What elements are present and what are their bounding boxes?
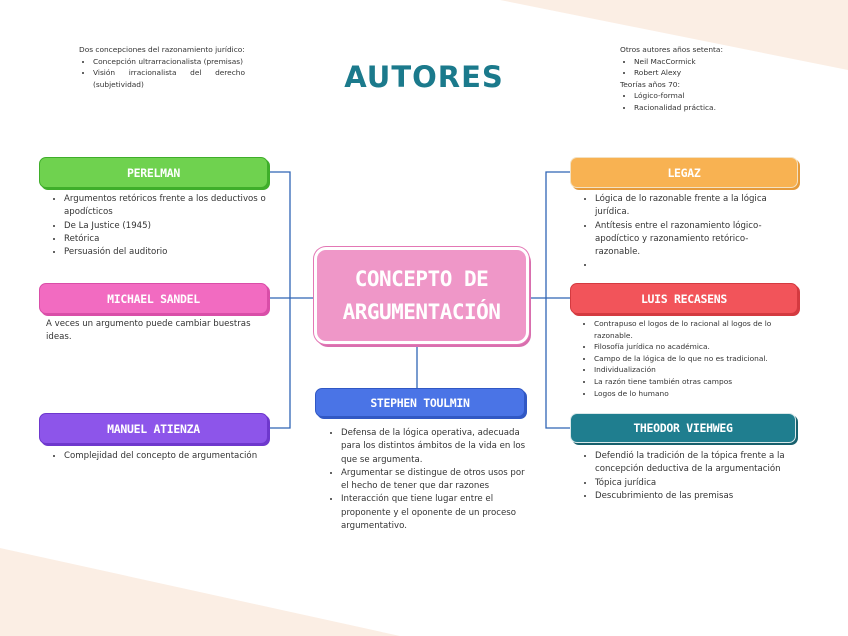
note-right-item: • Lógico-formal — [634, 90, 780, 102]
author-name: PERELMAN — [127, 165, 180, 180]
author-box-toulmin — [315, 388, 525, 417]
list-item: • Complejidad del concepto de argumentación — [64, 450, 276, 463]
list-item: • De La Justice (1945) — [64, 220, 266, 233]
author-box-atienza — [39, 413, 268, 444]
list-item: • Antítesis entre el razonamiento lógico-apodíctico y razonamiento retórico-razonable. — [595, 220, 777, 260]
page-title: AUTORES — [344, 60, 504, 94]
list-item: • Argumentar se distingue de otros usos por el hecho de tener que dar razones — [341, 467, 529, 494]
list-item: • Lógica de lo razonable frente a la lógica jurídica. — [595, 193, 777, 220]
note-right-list — [620, 90, 780, 113]
list-item: • Individualización — [594, 364, 786, 376]
author-notes-perelman — [46, 193, 266, 259]
author-notes-atienza — [46, 450, 276, 463]
list-item: • Interacción que tiene lugar entre el proponente y el oponente de un proceso argumentativo. — [341, 493, 529, 533]
note-right — [620, 44, 780, 113]
note-right-heading: Teorías años 70: — [620, 79, 680, 89]
list-item: • Defendió la tradición de la tópica frente a la concepción deductiva de la argumentación — [595, 450, 789, 477]
author-name: LEGAZ — [667, 165, 701, 180]
author-name: THEODOR VIEHWEG — [633, 421, 733, 435]
author-box-recasens — [570, 283, 798, 314]
note-left-item: • Concepción ultrarracionalista (premisas) — [93, 56, 245, 68]
note-right-item: • Robert Alexy — [634, 67, 780, 79]
note-right-item: • Racionalidad práctica. — [634, 102, 780, 114]
author-box-viehweg — [570, 413, 796, 443]
center-node — [314, 247, 529, 344]
author-name: MANUEL ATIENZA — [107, 421, 200, 436]
author-box-legaz — [570, 157, 798, 188]
list-item: • Defensa de la lógica operativa, adecuada para los distintos ámbitos de la vida en los que se argumenta. — [341, 427, 529, 467]
center-node-line2: ARGUMENTACIÓN — [342, 299, 501, 324]
list-item: • Argumentos retóricos frente a los deductivos o apodícticos — [64, 193, 266, 220]
list-item: • Descubrimiento de las premisas — [595, 490, 789, 503]
author-box-sandel — [39, 283, 268, 314]
author-notes-viehweg — [577, 450, 789, 503]
list-item — [595, 259, 777, 272]
list-item: • Persuasión del auditorio — [64, 246, 266, 259]
note-right-item: • Neil MacCormick — [634, 56, 780, 68]
list-item: • Campo de la lógica de lo que no es tradicional. — [594, 353, 786, 365]
author-name: LUIS RECASENS — [640, 291, 728, 306]
list-item: • La razón tiene también otras campos — [594, 376, 786, 388]
list-item: • Contrapuso el logos de lo racional al logos de lo razonable. — [594, 318, 786, 341]
list-item: • Filosofía jurídica no académica. — [594, 341, 786, 353]
left-trunk-line — [268, 172, 290, 428]
author-notes-toulmin — [323, 427, 529, 533]
note-right-heading: Otros autores años setenta: — [620, 45, 723, 54]
right-trunk-line — [546, 172, 571, 428]
author-box-perelman — [39, 157, 268, 188]
note-left-item: • Visión irracionalista del derecho (subjetividad) — [93, 67, 245, 90]
author-notes-legaz — [577, 193, 777, 273]
note-left-intro: Dos concepciones del razonamiento jurídico: — [79, 45, 245, 54]
list-item: • Tópica jurídica — [595, 477, 789, 490]
list-item: • Logos de lo humano — [594, 388, 786, 400]
list-item: • Retórica — [64, 233, 266, 246]
center-node-line1: CONCEPTO DE — [354, 266, 489, 291]
author-notes-recasens — [576, 318, 786, 399]
note-right-list — [620, 56, 780, 79]
author-notes-sandel: A veces un argumento puede cambiar buestras ideas. — [46, 319, 251, 343]
author-name: MICHAEL SANDEL — [107, 291, 200, 306]
author-name: STEPHEN TOULMIN — [370, 395, 470, 410]
